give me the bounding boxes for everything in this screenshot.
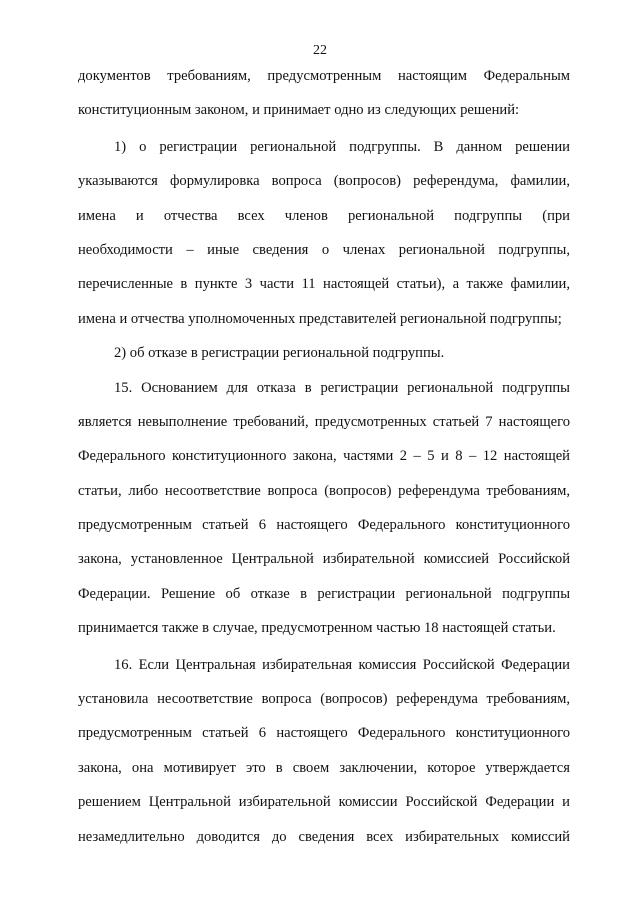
- text-line: перечисленные в пункте 3 части 11 настоящей статьи), а также фамилии,: [78, 276, 570, 293]
- text-line: решением Центральной избирательной комиссии Российской Федерации и: [78, 794, 570, 811]
- text-line: предусмотренным статьей 6 настоящего Федерального конституционного: [78, 517, 570, 534]
- text-line: 2) об отказе в регистрации региональной подгруппы.: [114, 345, 445, 362]
- text-line: 1) о регистрации региональной подгруппы. В данном решении: [114, 138, 570, 155]
- text-line: незамедлительно доводится до сведения всех избирательных комиссий: [78, 828, 570, 845]
- text-line: предусмотренным статьей 6 настоящего Федерального конституционного: [78, 725, 570, 742]
- text-line: необходимости – иные сведения о членах региональной подгруппы,: [78, 241, 570, 258]
- text-line: принимается также в случае, предусмотренном частью 18 настоящей статьи.: [78, 620, 556, 637]
- text-line: является невыполнение требований, предусмотренных статьей 7 настоящего: [78, 413, 570, 430]
- text-line: имена и отчества всех членов региональной подгруппы (при: [78, 207, 570, 224]
- document-body: [78, 66, 570, 861]
- text-line: закона, установленное Центральной избирательной комиссией Российской: [78, 551, 570, 568]
- text-line: закона, она мотивирует это в своем заключении, которое утверждается: [78, 759, 570, 776]
- text-line: указываются формулировка вопроса (вопросов) референдума, фамилии,: [78, 173, 570, 190]
- page-number: 22: [313, 43, 327, 58]
- text-line: установила несоответствие вопроса (вопросов) референдума требованиям,: [78, 691, 570, 708]
- text-line: документов требованиям, предусмотренным настоящим Федеральным: [78, 68, 570, 84]
- text-line: имена и отчества уполномоченных представителей региональной подгруппы;: [78, 310, 562, 327]
- text-line: Федерального конституционного закона, частями 2 – 5 и 8 – 12 настоящей: [78, 448, 570, 465]
- text-line: статьи, либо несоответствие вопроса (вопросов) референдума требованиям,: [78, 482, 570, 499]
- text-line: 15. Основанием для отказа в регистрации региональной подгруппы: [114, 379, 570, 396]
- text-line: конституционным законом, и принимает одно из следующих решений:: [78, 102, 520, 119]
- text-line: 16. Если Центральная избирательная комиссия Российской Федерации: [114, 656, 570, 673]
- text-line: Федерации. Решение об отказе в регистрации региональной подгруппы: [78, 585, 570, 602]
